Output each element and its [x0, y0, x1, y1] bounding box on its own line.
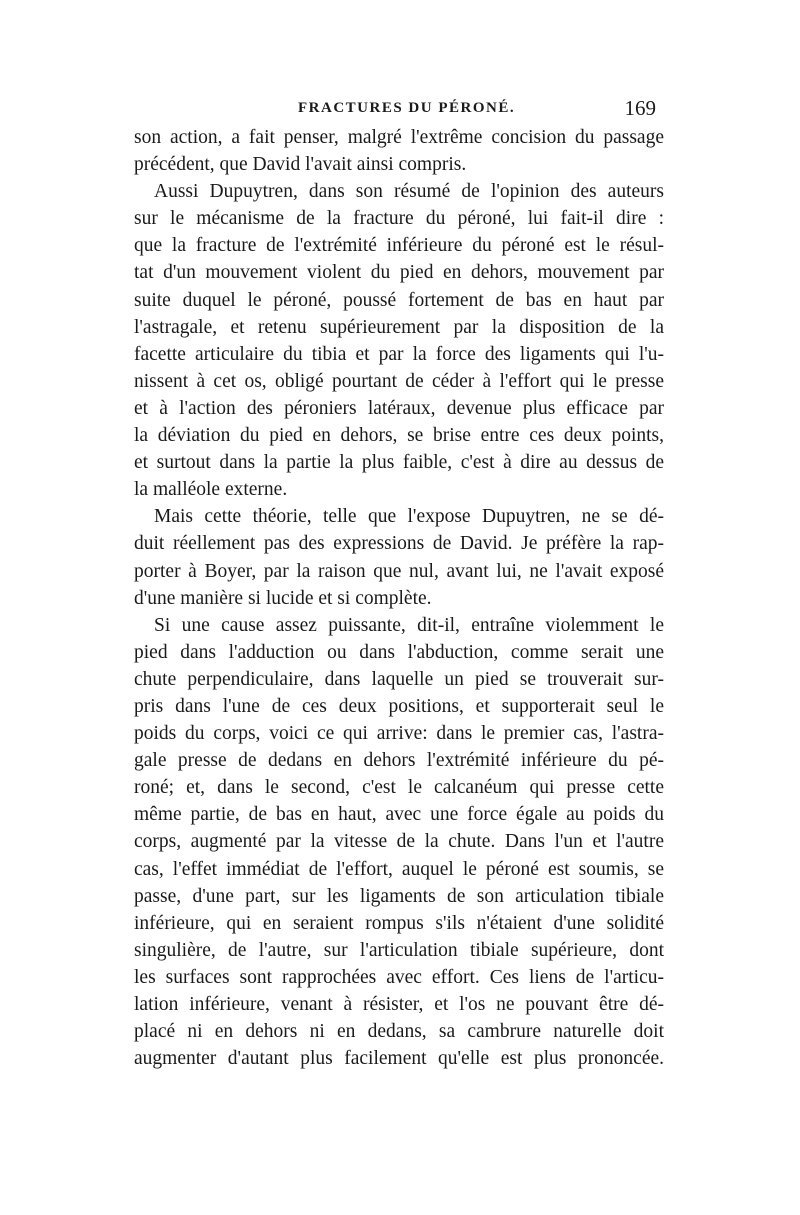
text-line: suite duquel le péroné, poussé fortement de bas en haut par	[134, 289, 664, 311]
text-line: la malléole externe.	[134, 479, 288, 501]
text-line: roné; et, dans le second, c'est le calcanéum qui presse cette	[134, 777, 664, 799]
text-line: même partie, de bas en haut, avec une force égale au poids du	[134, 804, 664, 826]
running-title: FRACTURES DU PÉRONÉ.	[298, 100, 516, 116]
text-line: et surtout dans la partie la plus faible, c'est à dire au dessus de	[134, 452, 664, 474]
text-line: que la fracture de l'extrémité inférieure du péroné est le résul-	[134, 235, 664, 257]
text-line: augmenter d'autant plus facilement qu'elle est plus prononcée.	[134, 1048, 664, 1070]
text-line: Mais cette théorie, telle que l'expose Dupuytren, ne se dé-	[154, 506, 664, 528]
text-line: nissent à cet os, obligé pourtant de céder à l'effort qui le presse	[134, 370, 664, 392]
text-line: duit réellement pas des expressions de David. Je préfère la rap-	[134, 533, 664, 555]
text-line: précédent, que David l'avait ainsi compris.	[134, 154, 467, 176]
paragraph-4	[134, 612, 664, 1073]
text-line: cas, l'effet immédiat de l'effort, auquel le péroné est soumis, se	[134, 858, 664, 880]
text-line: tat d'un mouvement violent du pied en dehors, mouvement par	[134, 262, 664, 284]
text-line: poids du corps, voici ce qui arrive: dans le premier cas, l'astra-	[134, 723, 664, 745]
text-line: l'astragale, et retenu supérieurement par la disposition de la	[134, 316, 664, 338]
text-line: placé ni en dehors ni en dedans, sa cambrure naturelle doit	[134, 1021, 664, 1043]
text-line: inférieure, qui en seraient rompus s'ils n'étaient d'une solidité	[134, 912, 664, 934]
text-line: facette articulaire du tibia et par la force des ligaments qui l'u-	[134, 343, 664, 365]
text-line: et à l'action des péroniers latéraux, devenue plus efficace par	[134, 397, 664, 419]
text-line: sur le mécanisme de la fracture du péroné, lui fait-il dire :	[134, 208, 664, 230]
text-line: lation inférieure, venant à résister, et l'os ne pouvant être dé-	[134, 994, 664, 1015]
text-line: pris dans l'une de ces deux positions, et supporterait seul le	[134, 695, 664, 717]
paragraph-2	[134, 178, 664, 503]
text-line: porter à Boyer, par la raison que nul, avant lui, ne l'avait exposé	[134, 560, 664, 582]
page-number: 169	[624, 96, 656, 120]
paragraph-3	[134, 503, 664, 611]
text-line: passe, d'une part, sur les ligaments de son articulation tibiale	[134, 885, 664, 907]
text-line: Aussi Dupuytren, dans son résumé de l'opinion des auteurs	[154, 181, 664, 203]
text-line: la déviation du pied en dehors, se brise entre ces deux points,	[134, 425, 664, 447]
text-line: son action, a fait penser, malgré l'extrême concision du passage	[134, 127, 664, 148]
text-line: singulière, de l'autre, sur l'articulation tibiale supérieure, dont	[134, 939, 664, 961]
text-line: corps, augmenté par la vitesse de la chute. Dans l'un et l'autre	[134, 831, 664, 853]
paragraph-1	[134, 124, 664, 178]
text-line: Si une cause assez puissante, dit-il, entraîne violemment le	[154, 614, 664, 636]
text-line: gale presse de dedans en dehors l'extrémité inférieure du pé-	[134, 750, 664, 772]
body-text	[134, 124, 664, 1072]
text-line: chute perpendiculaire, dans laquelle un pied se trouverait sur-	[134, 668, 664, 690]
running-head	[134, 96, 664, 122]
text-line: d'une manière si lucide et si complète.	[134, 587, 432, 609]
text-line: pied dans l'adduction ou dans l'abduction, comme serait une	[134, 641, 664, 663]
text-line: les surfaces sont rapprochées avec effort. Ces liens de l'articu-	[134, 966, 664, 988]
